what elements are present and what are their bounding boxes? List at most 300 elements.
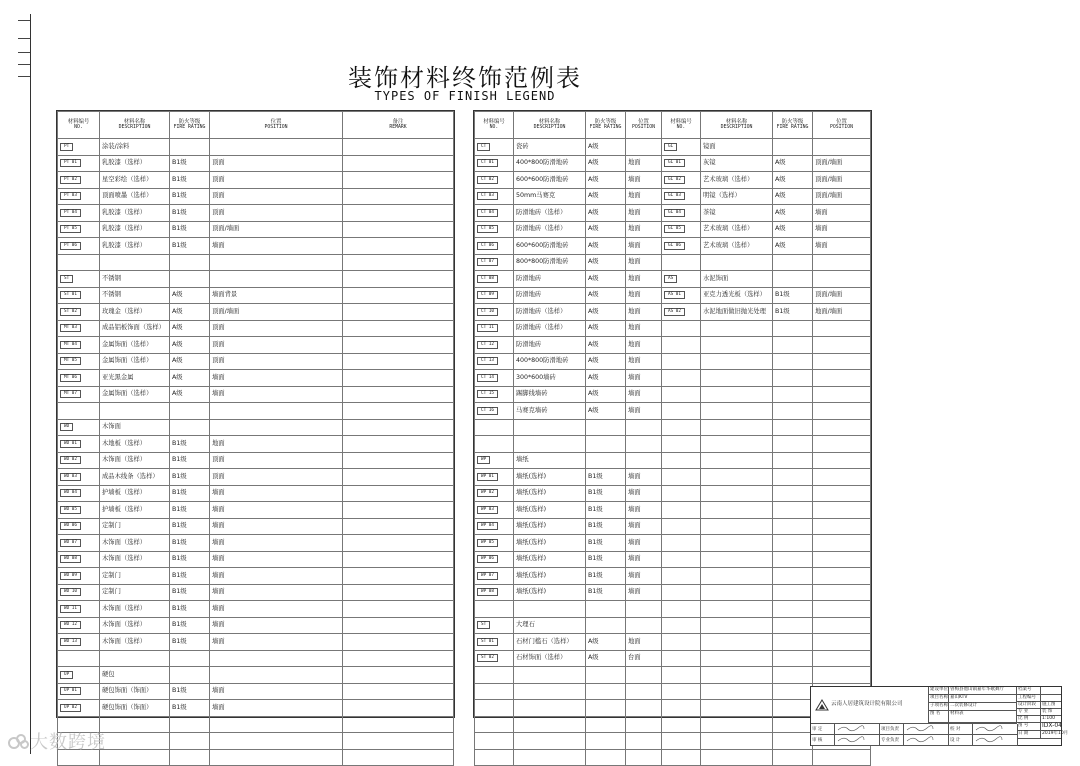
- material-code-tag: ST 01: [477, 638, 498, 646]
- material-name-cell: 乳胶漆（选样）: [100, 205, 170, 222]
- material-name-cell: 防滑地砖: [514, 287, 586, 304]
- fire-rating-cell: A级: [586, 304, 626, 321]
- material-code-cell: [58, 403, 100, 420]
- material-code-cell: [662, 436, 701, 453]
- fire-rating-cell: [170, 749, 210, 766]
- signature-value: [835, 735, 880, 746]
- remark-cell: [343, 518, 454, 535]
- material-code-cell: [662, 271, 701, 288]
- material-name-cell: [701, 320, 773, 337]
- fire-rating-cell: [773, 386, 813, 403]
- header-en: DESCRIPTION: [720, 125, 753, 131]
- fire-rating-cell: A级: [773, 155, 813, 172]
- table-row: [58, 304, 454, 321]
- table-row: [58, 601, 454, 618]
- position-cell: 墙面: [210, 518, 343, 535]
- remark-cell: [343, 502, 454, 519]
- fire-rating-cell: A级: [586, 386, 626, 403]
- material-code-tag: WP 03: [477, 506, 498, 514]
- company-cell: [811, 687, 929, 723]
- column-header: [210, 112, 343, 139]
- header-cn: 位置: [638, 118, 649, 125]
- material-code-tag: WD 01: [60, 440, 81, 448]
- signature-value: [835, 724, 880, 735]
- material-code-tag: MT 03: [60, 324, 81, 332]
- position-cell: [813, 469, 871, 486]
- material-code-tag: AS 01: [664, 291, 685, 299]
- fire-rating-cell: [773, 667, 813, 684]
- fire-rating-cell: [773, 700, 813, 717]
- position-cell: [210, 716, 343, 733]
- material-code-tag: CT 07: [477, 258, 498, 266]
- remark-cell: [343, 155, 454, 172]
- fire-rating-cell: [586, 452, 626, 469]
- material-code-cell: [662, 568, 701, 585]
- table-row: [475, 139, 871, 156]
- remark-cell: [343, 205, 454, 222]
- material-name-cell: 茶镜: [701, 205, 773, 222]
- position-cell: [813, 271, 871, 288]
- position-cell: 地面: [626, 634, 662, 651]
- fire-rating-cell: B1级: [170, 584, 210, 601]
- material-code-cell: [475, 238, 514, 255]
- fire-rating-cell: [773, 337, 813, 354]
- fire-rating-cell: B1级: [170, 502, 210, 519]
- material-code-cell: [58, 617, 100, 634]
- table-row: [58, 353, 454, 370]
- fire-rating-cell: A级: [773, 172, 813, 189]
- table-row: [58, 584, 454, 601]
- header-en: NO.: [489, 125, 499, 131]
- material-code-cell: [662, 502, 701, 519]
- material-code-tag: CT: [477, 143, 490, 151]
- material-code-cell: [475, 403, 514, 420]
- fire-rating-cell: [773, 617, 813, 634]
- remark-cell: [343, 403, 454, 420]
- material-name-cell: [701, 667, 773, 684]
- fire-rating-cell: B1级: [773, 287, 813, 304]
- position-cell: [813, 749, 871, 766]
- position-cell: [210, 271, 343, 288]
- material-code-tag: CT 03: [477, 192, 498, 200]
- fire-rating-cell: A级: [170, 287, 210, 304]
- material-name-cell: 400*800防滑地砖: [514, 155, 586, 172]
- material-name-cell: [701, 518, 773, 535]
- material-code-tag: MT 05: [60, 357, 81, 365]
- table-row: [58, 370, 454, 387]
- material-name-cell: [514, 700, 586, 717]
- material-code-tag: MT 06: [60, 374, 81, 382]
- material-code-tag: PT 05: [60, 225, 81, 233]
- table-row: [475, 337, 871, 354]
- material-name-cell: 木饰面: [100, 419, 170, 436]
- material-code-tag: WP 04: [477, 522, 498, 530]
- fire-rating-cell: [773, 419, 813, 436]
- material-code-tag: CT 09: [477, 291, 498, 299]
- table-row: [475, 667, 871, 684]
- material-code-cell: [475, 601, 514, 618]
- position-cell: [626, 700, 662, 717]
- material-name-cell: 亚克力透光板（选样）: [701, 287, 773, 304]
- table-row: [58, 700, 454, 717]
- fire-rating-cell: A级: [586, 353, 626, 370]
- table-row: [475, 469, 871, 486]
- material-code-cell: [475, 568, 514, 585]
- material-code-cell: [662, 634, 701, 651]
- material-code-cell: [475, 386, 514, 403]
- signature-label: 专业负责: [880, 735, 904, 746]
- fire-rating-cell: A级: [586, 337, 626, 354]
- material-code-cell: [662, 221, 701, 238]
- fire-rating-cell: [773, 436, 813, 453]
- position-cell: 墙面: [210, 683, 343, 700]
- table-row: [58, 617, 454, 634]
- fire-rating-cell: [170, 733, 210, 750]
- position-cell: [813, 139, 871, 156]
- material-name-cell: [701, 617, 773, 634]
- fire-rating-cell: B1级: [170, 238, 210, 255]
- material-code-cell: [662, 551, 701, 568]
- position-cell: 墙面: [210, 386, 343, 403]
- position-cell: 墙面: [210, 551, 343, 568]
- material-code-tag: CT 12: [477, 341, 498, 349]
- fire-rating-cell: A级: [586, 254, 626, 271]
- column-header: [773, 112, 813, 139]
- remark-cell: [343, 749, 454, 766]
- stage-value: 施工图: [1041, 702, 1061, 709]
- material-code-tag: AS: [664, 275, 677, 283]
- position-cell: [813, 403, 871, 420]
- column-header: [170, 112, 210, 139]
- drawing-name-label: 图 名: [929, 711, 949, 723]
- fire-rating-cell: [586, 716, 626, 733]
- fire-rating-cell: [586, 700, 626, 717]
- material-code-cell: [58, 535, 100, 552]
- fire-rating-cell: [773, 749, 813, 766]
- fire-rating-cell: A级: [586, 238, 626, 255]
- fire-rating-cell: A级: [586, 155, 626, 172]
- fire-rating-cell: B1级: [170, 700, 210, 717]
- header-en: POSITION: [264, 125, 288, 131]
- fire-rating-cell: [586, 436, 626, 453]
- margin-rule: [30, 14, 31, 754]
- fire-rating-cell: B1级: [170, 485, 210, 502]
- position-cell: [210, 667, 343, 684]
- material-name-cell: 墙纸(选样): [514, 535, 586, 552]
- material-code-tag: GL 03: [664, 192, 685, 200]
- material-name-cell: 护墙板（选样）: [100, 502, 170, 519]
- position-cell: 顶面: [210, 337, 343, 354]
- position-cell: [626, 436, 662, 453]
- fire-rating-cell: B1级: [170, 221, 210, 238]
- table-header-row: [475, 112, 871, 139]
- fire-rating-cell: A级: [586, 634, 626, 651]
- position-cell: [626, 667, 662, 684]
- margin-tick: [18, 20, 30, 21]
- signature-value: [904, 724, 949, 735]
- position-cell: 顶面: [210, 320, 343, 337]
- material-code-cell: [662, 601, 701, 618]
- material-code-tag: CT 08: [477, 275, 498, 283]
- table-row: [58, 386, 454, 403]
- material-name-cell: 墙纸(选样): [514, 502, 586, 519]
- material-code-cell: [662, 469, 701, 486]
- fire-rating-cell: A级: [586, 188, 626, 205]
- material-code-tag: CT 02: [477, 176, 498, 184]
- table-row: [475, 551, 871, 568]
- fire-rating-cell: [773, 650, 813, 667]
- table-row: [475, 634, 871, 651]
- table-row: [475, 601, 871, 618]
- material-code-tag: WD 13: [60, 638, 81, 646]
- material-name-cell: [514, 733, 586, 750]
- position-cell: [813, 386, 871, 403]
- material-name-cell: [701, 502, 773, 519]
- position-cell: 地面/墙面: [813, 304, 871, 321]
- position-cell: 顶面: [210, 469, 343, 486]
- material-code-tag: WD 12: [60, 621, 81, 629]
- material-code-cell: [662, 337, 701, 354]
- fire-rating-cell: [773, 568, 813, 585]
- position-cell: 顶面/墙面: [210, 221, 343, 238]
- material-name-cell: 乳胶漆（选样）: [100, 155, 170, 172]
- position-cell: [813, 535, 871, 552]
- material-code-cell: [662, 320, 701, 337]
- material-code-tag: GL 05: [664, 225, 685, 233]
- material-code-tag: AS 02: [664, 308, 685, 316]
- material-name-cell: 木饰面（选样）: [100, 535, 170, 552]
- material-code-cell: [475, 254, 514, 271]
- material-code-tag: ST: [60, 275, 73, 283]
- material-code-tag: CT 16: [477, 407, 498, 415]
- column-header: [100, 112, 170, 139]
- position-cell: [626, 601, 662, 618]
- material-code-cell: [662, 370, 701, 387]
- material-code-cell: [58, 568, 100, 585]
- position-cell: 墙面: [210, 238, 343, 255]
- remark-cell: [343, 485, 454, 502]
- material-code-cell: [58, 502, 100, 519]
- material-name-cell: 防滑地砖（选样）: [514, 320, 586, 337]
- position-cell: 顶面/墙面: [813, 188, 871, 205]
- material-name-cell: [100, 650, 170, 667]
- table-row: [58, 337, 454, 354]
- client-label: 建设单位: [929, 687, 949, 695]
- position-cell: 墙面背景: [210, 287, 343, 304]
- remark-cell: [343, 271, 454, 288]
- fire-rating-cell: [170, 419, 210, 436]
- fire-rating-cell: B1级: [170, 436, 210, 453]
- fire-rating-cell: [773, 584, 813, 601]
- position-cell: 顶面: [210, 188, 343, 205]
- table-row: [58, 320, 454, 337]
- material-code-cell: [475, 502, 514, 519]
- fire-rating-cell: [773, 502, 813, 519]
- remark-cell: [343, 304, 454, 321]
- material-name-cell: 墙纸: [514, 452, 586, 469]
- table-row: [58, 485, 454, 502]
- position-cell: 墙面: [626, 238, 662, 255]
- material-code-cell: [662, 353, 701, 370]
- position-cell: [813, 419, 871, 436]
- material-code-cell: [475, 419, 514, 436]
- position-cell: 地面: [626, 155, 662, 172]
- material-code-tag: WD: [60, 423, 73, 431]
- fire-rating-cell: [586, 683, 626, 700]
- fire-rating-cell: A级: [586, 403, 626, 420]
- material-name-cell: [701, 584, 773, 601]
- fire-rating-cell: A级: [586, 320, 626, 337]
- material-code-tag: PT 03: [60, 192, 81, 200]
- material-code-cell: [662, 716, 701, 733]
- position-cell: [813, 551, 871, 568]
- material-code-cell: [475, 700, 514, 717]
- position-cell: 墙面: [626, 172, 662, 189]
- position-cell: 墙面: [626, 469, 662, 486]
- material-code-tag: WP 02: [477, 489, 498, 497]
- material-code-tag: WP: [477, 456, 490, 464]
- material-name-cell: [514, 419, 586, 436]
- material-name-cell: [701, 568, 773, 585]
- remark-cell: [343, 601, 454, 618]
- position-cell: 墙面: [813, 205, 871, 222]
- material-code-cell: [475, 683, 514, 700]
- material-code-cell: [58, 452, 100, 469]
- material-code-tag: GL 06: [664, 242, 685, 250]
- header-cn: 材料编号: [483, 118, 505, 125]
- remark-cell: [343, 254, 454, 271]
- table-row: [475, 254, 871, 271]
- fire-rating-cell: B1级: [170, 617, 210, 634]
- fire-rating-cell: A级: [586, 370, 626, 387]
- material-name-cell: [514, 749, 586, 766]
- column-header: [475, 112, 514, 139]
- material-name-cell: 成品木线条（选样）: [100, 469, 170, 486]
- fire-rating-cell: A级: [170, 370, 210, 387]
- material-code-cell: [475, 469, 514, 486]
- table-row: [58, 139, 454, 156]
- position-cell: 顶面: [210, 155, 343, 172]
- material-name-cell: 600*600防滑地砖: [514, 172, 586, 189]
- subproject-label: 子项名称: [929, 703, 949, 711]
- material-name-cell: [514, 667, 586, 684]
- discipline-label: 专 业: [1017, 709, 1041, 716]
- header-en: REMARK: [389, 125, 407, 131]
- material-code-tag: WD 10: [60, 588, 81, 596]
- material-name-cell: 木地板（选样）: [100, 436, 170, 453]
- position-cell: 地面: [626, 287, 662, 304]
- column-header: [586, 112, 626, 139]
- position-cell: [813, 353, 871, 370]
- table-row: [58, 254, 454, 271]
- remark-cell: [343, 716, 454, 733]
- header-cn: 位置: [270, 118, 282, 125]
- finish-table-left: [56, 110, 455, 718]
- material-code-cell: [475, 733, 514, 750]
- position-cell: 墙面: [210, 568, 343, 585]
- material-code-cell: [475, 320, 514, 337]
- material-name-cell: 不锈钢: [100, 271, 170, 288]
- material-name-cell: 300*600墙砖: [514, 370, 586, 387]
- table-row: [475, 452, 871, 469]
- column-header: [701, 112, 773, 139]
- fire-rating-cell: [586, 733, 626, 750]
- signature-scribble: [836, 735, 866, 743]
- material-code-tag: WD 07: [60, 539, 81, 547]
- position-cell: 顶面/墙面: [813, 172, 871, 189]
- fire-rating-cell: [586, 601, 626, 618]
- table-row: [58, 568, 454, 585]
- fire-rating-cell: [773, 320, 813, 337]
- material-code-cell: [475, 287, 514, 304]
- material-code-tag: WD 11: [60, 605, 81, 613]
- header-cn: 材料名称: [538, 118, 561, 125]
- material-code-cell: [58, 634, 100, 651]
- table-row: [475, 650, 871, 667]
- material-code-cell: [58, 601, 100, 618]
- material-code-cell: [58, 188, 100, 205]
- signature-scribble: [974, 735, 1004, 743]
- material-name-cell: 墙纸(选样): [514, 518, 586, 535]
- material-name-cell: [701, 601, 773, 618]
- fire-rating-cell: [586, 749, 626, 766]
- material-code-cell: [662, 403, 701, 420]
- material-name-cell: 亚光黑金属: [100, 370, 170, 387]
- fire-rating-cell: [773, 551, 813, 568]
- fire-rating-cell: [773, 452, 813, 469]
- margin-tick: [18, 52, 30, 53]
- position-cell: [813, 502, 871, 519]
- table-header-row: [58, 112, 454, 139]
- table-row: [58, 716, 454, 733]
- material-name-cell: [701, 683, 773, 700]
- fire-rating-cell: B1级: [170, 535, 210, 552]
- material-name-cell: [701, 650, 773, 667]
- fire-rating-cell: [586, 667, 626, 684]
- material-code-tag: GL 02: [664, 176, 685, 184]
- material-name-cell: 金属饰面（选样）: [100, 337, 170, 354]
- material-code-cell: [662, 419, 701, 436]
- project-label: 项目名称: [929, 695, 949, 703]
- position-cell: [813, 601, 871, 618]
- material-code-cell: [662, 386, 701, 403]
- material-code-cell: [475, 353, 514, 370]
- fire-rating-cell: B1级: [586, 584, 626, 601]
- material-code-tag: ST: [477, 621, 490, 629]
- remark-cell: [343, 568, 454, 585]
- material-name-cell: 定制门: [100, 518, 170, 535]
- position-cell: 地面: [626, 188, 662, 205]
- table-row: [475, 749, 871, 766]
- column-header: [813, 112, 871, 139]
- material-code-cell: [58, 320, 100, 337]
- material-name-cell: 硬包: [100, 667, 170, 684]
- material-name-cell: [701, 700, 773, 717]
- table-row: [58, 238, 454, 255]
- signature-label: 设 计: [949, 735, 973, 746]
- fire-rating-cell: [773, 139, 813, 156]
- material-name-cell: [100, 733, 170, 750]
- material-name-cell: 水泥地面做旧抛光处理: [701, 304, 773, 321]
- fire-rating-cell: B1级: [586, 568, 626, 585]
- table-row: [475, 155, 871, 172]
- remark-cell: [343, 370, 454, 387]
- position-cell: 墙面: [210, 485, 343, 502]
- position-cell: 墙面: [626, 403, 662, 420]
- material-name-cell: [701, 634, 773, 651]
- material-code-tag: PT 02: [60, 176, 81, 184]
- signature-label: 审 核: [811, 735, 835, 746]
